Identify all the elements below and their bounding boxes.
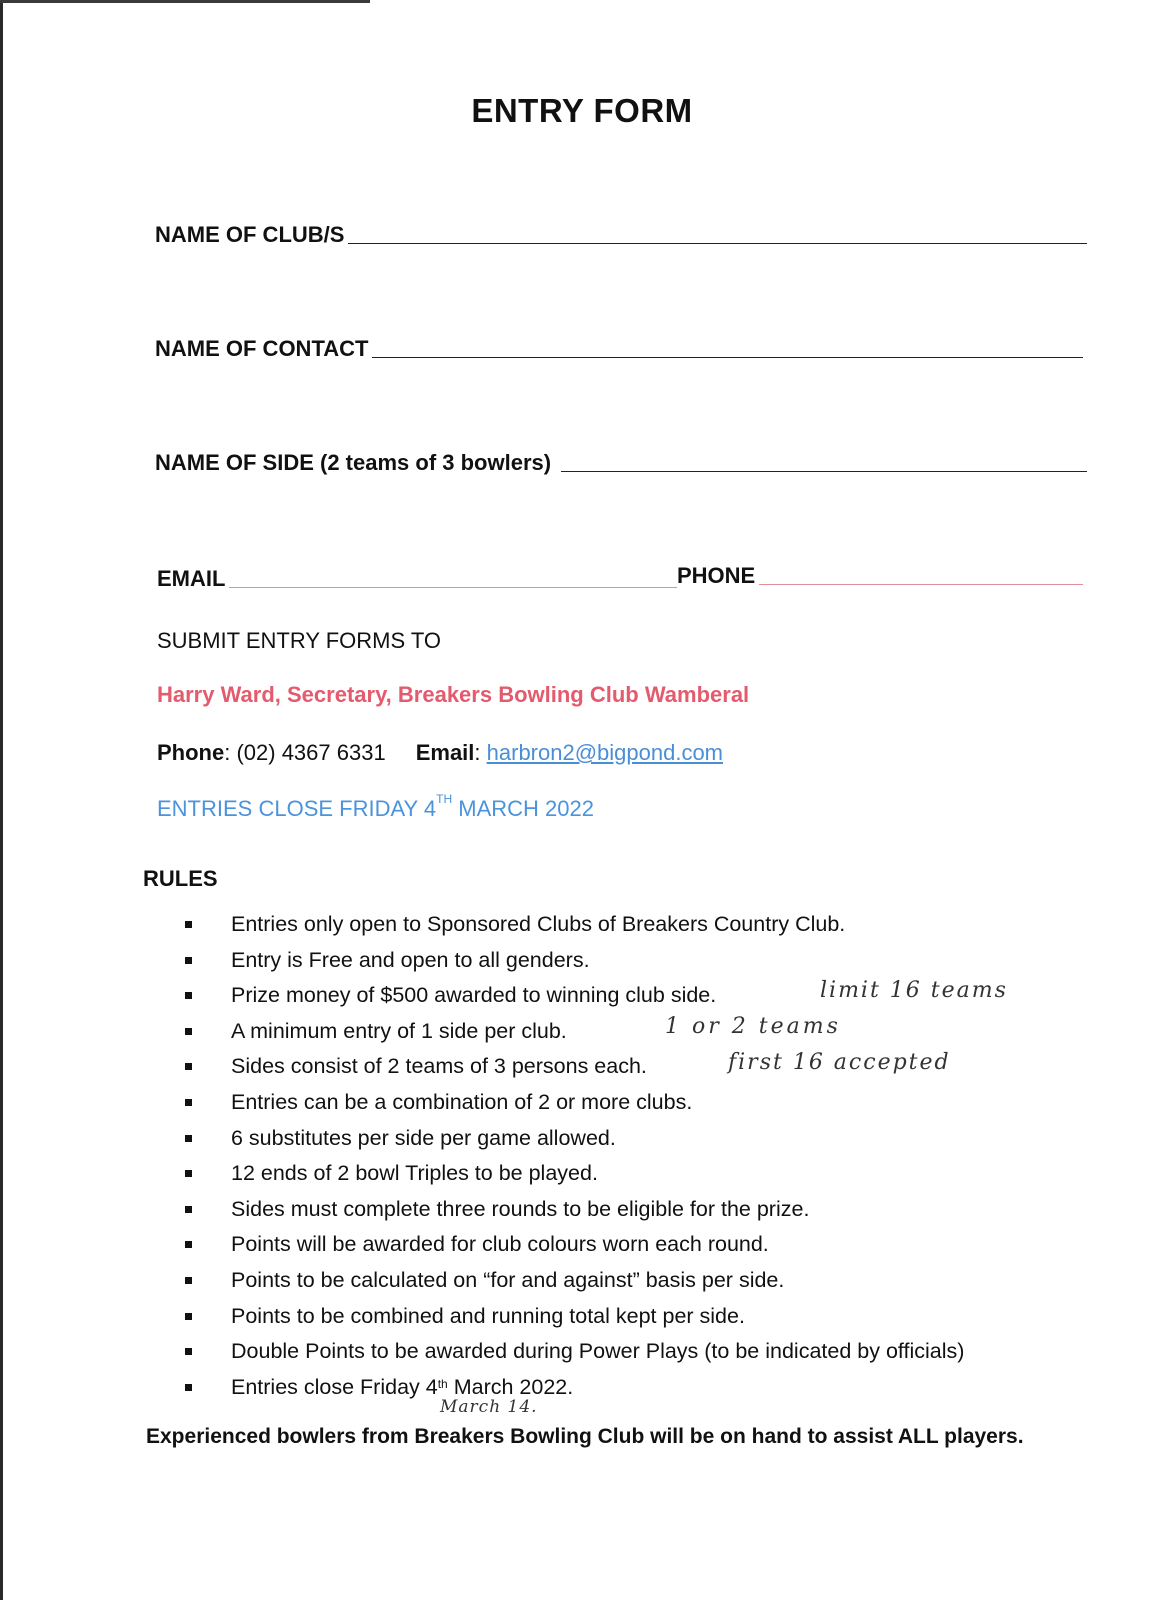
entries-close-ordinal: TH bbox=[436, 792, 453, 806]
rule-item: Double Points to be awarded during Power Plays (to be indicated by officials) bbox=[185, 1337, 1085, 1373]
rules-heading: RULES bbox=[143, 866, 218, 891]
side-name-label: NAME OF SIDE (2 teams of 3 bowlers) bbox=[155, 450, 552, 475]
contact-name-label: NAME OF CONTACT bbox=[155, 336, 369, 361]
rule-item: 6 substitutes per side per game allowed. bbox=[185, 1124, 1085, 1160]
handwritten-note-teams: 1 or 2 teams bbox=[665, 1014, 841, 1039]
side-name-field[interactable] bbox=[155, 450, 1087, 476]
handwritten-note-limit: limit 16 teams bbox=[820, 978, 1008, 1003]
bullet-icon bbox=[185, 992, 192, 999]
email-contact-label: Email bbox=[415, 740, 475, 765]
bullet-icon bbox=[185, 1241, 192, 1248]
rule-item: Sides consist of 2 teams of 3 persons each. bbox=[185, 1052, 1085, 1088]
submit-label: SUBMIT ENTRY FORMS TO bbox=[157, 628, 442, 653]
page-title: ENTRY FORM bbox=[471, 92, 693, 129]
bullet-icon bbox=[185, 1348, 192, 1355]
phone-line[interactable] bbox=[759, 583, 1083, 585]
rule-item: Entry is Free and open to all genders. bbox=[185, 946, 1085, 982]
secretary-name: Harry Ward, Secretary, Breakers Bowling Club Wamberal bbox=[157, 682, 750, 707]
rule-item: Entries only open to Sponsored Clubs of Breakers Country Club. bbox=[185, 910, 1085, 946]
bullet-icon bbox=[185, 1384, 192, 1391]
email-link[interactable]: harbron2@bigpond.com bbox=[486, 740, 724, 765]
handwritten-note-date: March 14. bbox=[440, 1397, 538, 1417]
rule-item: Prize money of $500 awarded to winning club side. bbox=[185, 981, 1085, 1017]
club-name-label: NAME OF CLUB/S bbox=[155, 222, 345, 247]
contact-name-field[interactable] bbox=[155, 336, 1083, 362]
entries-close-text: ENTRIES CLOSE FRIDAY 4 bbox=[157, 796, 437, 821]
bullet-icon bbox=[185, 1135, 192, 1142]
entries-close-notice bbox=[157, 792, 594, 822]
rule-item: Sides must complete three rounds to be eligible for the prize. bbox=[185, 1195, 1085, 1231]
bullet-icon bbox=[185, 1063, 192, 1070]
bullet-icon bbox=[185, 921, 192, 928]
footer-note: Experienced bowlers from Breakers Bowling Club will be on hand to assist ALL players. bbox=[146, 1425, 1024, 1448]
rule-item-last: Entries close Friday 4th March 2022. bbox=[185, 1373, 1085, 1409]
bullet-icon bbox=[185, 1206, 192, 1213]
bullet-icon bbox=[185, 1277, 192, 1284]
rule-item: A minimum entry of 1 side per club. bbox=[185, 1017, 1085, 1053]
rule-item: Points to be combined and running total kept per side. bbox=[185, 1302, 1085, 1338]
bullet-icon bbox=[185, 1313, 192, 1320]
bullet-icon bbox=[185, 1028, 192, 1035]
email-field[interactable] bbox=[157, 566, 677, 592]
rule-item: 12 ends of 2 bowl Triples to be played. bbox=[185, 1159, 1085, 1195]
email-label: EMAIL bbox=[157, 566, 226, 591]
email-contact-colon: : bbox=[474, 740, 487, 765]
side-name-line[interactable] bbox=[561, 470, 1087, 472]
email-line[interactable] bbox=[229, 586, 677, 588]
club-name-line[interactable] bbox=[348, 242, 1087, 244]
contact-details bbox=[157, 740, 723, 766]
rule-item: Entries can be a combination of 2 or more clubs. bbox=[185, 1088, 1085, 1124]
contact-name-line[interactable] bbox=[372, 356, 1083, 358]
scan-edge-top bbox=[0, 0, 370, 3]
handwritten-note-accepted: first 16 accepted bbox=[728, 1050, 951, 1075]
club-name-field[interactable] bbox=[155, 222, 1087, 248]
bullet-icon bbox=[185, 957, 192, 964]
phone-contact-label: Phone bbox=[157, 740, 225, 765]
phone-field[interactable] bbox=[677, 563, 1083, 589]
phone-contact-value: : (02) 4367 6331 bbox=[224, 740, 386, 765]
rule-item: Points to be calculated on “for and against” basis per side. bbox=[185, 1266, 1085, 1302]
scan-edge-left bbox=[0, 0, 3, 1600]
bullet-icon bbox=[185, 1099, 192, 1106]
rule-item: Points will be awarded for club colours worn each round. bbox=[185, 1230, 1085, 1266]
entries-close-month: MARCH 2022 bbox=[452, 796, 594, 821]
phone-label: PHONE bbox=[677, 563, 756, 588]
bullet-icon bbox=[185, 1170, 192, 1177]
